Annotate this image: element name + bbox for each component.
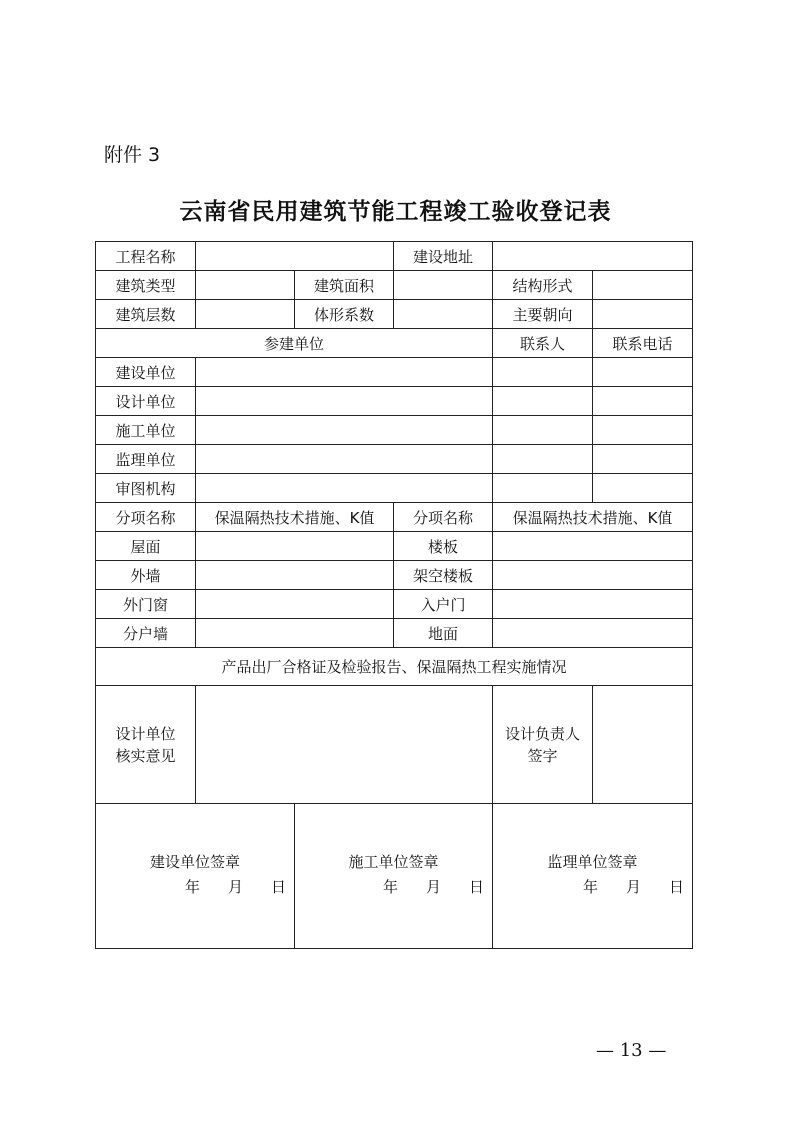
day-label: 日: [668, 878, 684, 896]
unit-label: 审图机构: [96, 474, 196, 503]
signature-date: [96, 876, 294, 901]
month-label: 月: [227, 878, 243, 896]
measure-field[interactable]: [196, 619, 394, 648]
phone-field[interactable]: [593, 387, 693, 416]
subitem-label: 屋面: [96, 532, 196, 561]
signature-block[interactable]: [96, 804, 295, 949]
project-name-label: 工程名称: [96, 242, 196, 271]
floors-label: 建筑层数: [96, 300, 196, 329]
phone-field[interactable]: [593, 474, 693, 503]
measure-field[interactable]: [196, 532, 394, 561]
phone-header: 联系电话: [593, 329, 693, 358]
year-label: 年: [582, 878, 598, 896]
measure-header: 保温隔热技术措施、K值: [196, 503, 394, 532]
unit-field[interactable]: [196, 416, 493, 445]
measure-field[interactable]: [493, 561, 693, 590]
subitem-label: 外墙: [96, 561, 196, 590]
measure-field[interactable]: [493, 532, 693, 561]
registration-form-table: [95, 241, 693, 949]
day-label: 日: [270, 878, 286, 896]
phone-field[interactable]: [593, 416, 693, 445]
day-label: 日: [468, 878, 484, 896]
design-signer-line2: 签字: [527, 746, 558, 765]
contact-field[interactable]: [493, 474, 593, 503]
year-label: 年: [184, 878, 200, 896]
month-label: 月: [425, 878, 441, 896]
signature-date: [295, 876, 492, 901]
shape-coef-field[interactable]: [394, 300, 493, 329]
contact-field[interactable]: [493, 358, 593, 387]
subitem-label: 架空楼板: [394, 561, 493, 590]
orientation-label: 主要朝向: [493, 300, 593, 329]
contact-field[interactable]: [493, 416, 593, 445]
month-label: 月: [625, 878, 641, 896]
design-signer-line1: 设计负责人: [504, 724, 580, 743]
structure-field[interactable]: [593, 271, 693, 300]
design-review-field[interactable]: [196, 686, 493, 804]
design-signer-field[interactable]: [593, 686, 693, 804]
attachment-label: 附件 3: [104, 144, 161, 166]
orientation-field[interactable]: [593, 300, 693, 329]
unit-field[interactable]: [196, 358, 493, 387]
measure-field[interactable]: [196, 561, 394, 590]
subitem-label: 楼板: [394, 532, 493, 561]
signature-label: 施工单位签章: [348, 853, 439, 871]
year-label: 年: [382, 878, 398, 896]
phone-field[interactable]: [593, 445, 693, 474]
subitem-name-header: 分项名称: [394, 503, 493, 532]
unit-field[interactable]: [196, 445, 493, 474]
page-number: — 13 —: [596, 1040, 667, 1061]
unit-field[interactable]: [196, 474, 493, 503]
signature-date: [493, 876, 692, 901]
build-area-label: 建筑面积: [295, 271, 394, 300]
subitem-name-header: 分项名称: [96, 503, 196, 532]
floors-field[interactable]: [196, 300, 295, 329]
build-area-field[interactable]: [394, 271, 493, 300]
contact-header: 联系人: [493, 329, 593, 358]
page-title: 云南省民用建筑节能工程竣工验收登记表: [179, 198, 612, 225]
design-signer-label: [493, 686, 593, 804]
build-type-field[interactable]: [196, 271, 295, 300]
phone-field[interactable]: [593, 358, 693, 387]
design-review-label-line1: 设计单位: [115, 724, 176, 743]
subitem-label: 地面: [394, 619, 493, 648]
project-name-field[interactable]: [196, 242, 394, 271]
measure-field[interactable]: [493, 590, 693, 619]
contact-field[interactable]: [493, 387, 593, 416]
unit-field[interactable]: [196, 387, 493, 416]
subitem-label: 外门窗: [96, 590, 196, 619]
product-section-header: 产品出厂合格证及检验报告、保温隔热工程实施情况: [96, 648, 693, 686]
design-review-label-line2: 核实意见: [115, 746, 176, 765]
build-address-label: 建设地址: [394, 242, 493, 271]
measure-header: 保温隔热技术措施、K值: [493, 503, 693, 532]
unit-label: 设计单位: [96, 387, 196, 416]
signature-label: 建设单位签章: [149, 853, 240, 871]
unit-label: 施工单位: [96, 416, 196, 445]
shape-coef-label: 体形系数: [295, 300, 394, 329]
build-address-field[interactable]: [493, 242, 693, 271]
measure-field[interactable]: [493, 619, 693, 648]
subitem-label: 分户墙: [96, 619, 196, 648]
unit-label: 建设单位: [96, 358, 196, 387]
design-review-label: [96, 686, 196, 804]
subitem-label: 入户门: [394, 590, 493, 619]
build-type-label: 建筑类型: [96, 271, 196, 300]
signature-block[interactable]: [493, 804, 693, 949]
unit-label: 监理单位: [96, 445, 196, 474]
structure-label: 结构形式: [493, 271, 593, 300]
signature-block[interactable]: [295, 804, 493, 949]
contact-field[interactable]: [493, 445, 593, 474]
signature-label: 监理单位签章: [547, 853, 638, 871]
participants-header: 参建单位: [96, 329, 493, 358]
measure-field[interactable]: [196, 590, 394, 619]
